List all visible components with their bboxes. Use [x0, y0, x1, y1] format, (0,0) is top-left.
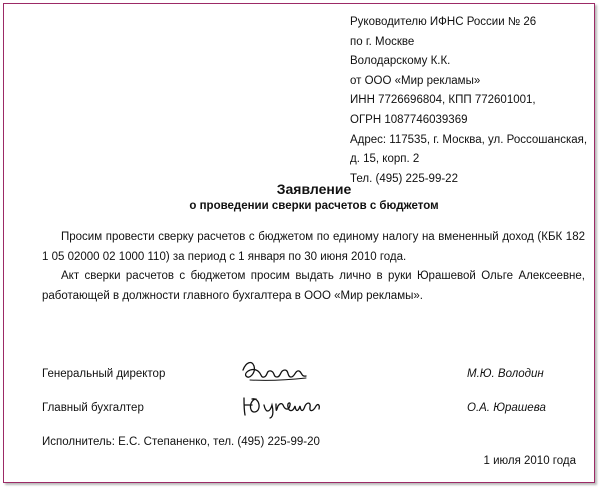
- addressee-line: по г. Москве: [350, 35, 415, 48]
- addressee-line: от ООО «Мир рекламы»: [350, 74, 481, 87]
- body-paragraph: Акт сверки расчетов с бюджетом просим выдать лично в руки Юрашевой Ольге Алексеевне, работающей в должности главного бухгалтера в ООО «Мир рекламы».: [42, 270, 585, 302]
- director-signature: [240, 356, 310, 386]
- signature-name-director: М.Ю. Володин: [467, 368, 544, 380]
- addressee-line: Руководителю ИФНС России № 26: [350, 16, 537, 28]
- document-title: Заявление: [276, 181, 352, 197]
- signature-name-accountant: О.А. Юрашева: [467, 402, 546, 414]
- addressee-line: Адрес: 117535, г. Москва, ул. Россошанская,: [350, 133, 588, 146]
- addressee-line: Володарскому К.К.: [350, 55, 451, 68]
- signature-role-director: Генеральный директор: [42, 368, 166, 380]
- addressee-line: Тел. (495) 225-99-22: [350, 172, 458, 185]
- signature-role-accountant: Главный бухгалтер: [42, 402, 144, 414]
- document-body: [42, 228, 585, 306]
- addressee-block: [350, 13, 587, 189]
- document-subtitle: о проведении сверки расчетов с бюджетом: [189, 200, 439, 212]
- addressee-line: д. 15, корп. 2: [350, 153, 420, 166]
- body-paragraph: Просим провести сверку расчетов с бюджетом по единому налогу на вмененный доход (КБК 182 1 05 02000 02 1000 110) за период с 1 января по 30 июня 2010 года.: [42, 231, 585, 263]
- document-date: 1 июля 2010 года: [483, 455, 576, 467]
- accountant-signature: [240, 390, 324, 420]
- addressee-line: ИНН 7726696804, КПП 772601001,: [350, 94, 536, 107]
- document-page: [3, 3, 595, 483]
- executor-line: Исполнитель: Е.С. Степаненко, тел. (495) 225-99-20: [42, 436, 320, 448]
- addressee-line: ОГРН 1087746039369: [350, 113, 468, 126]
